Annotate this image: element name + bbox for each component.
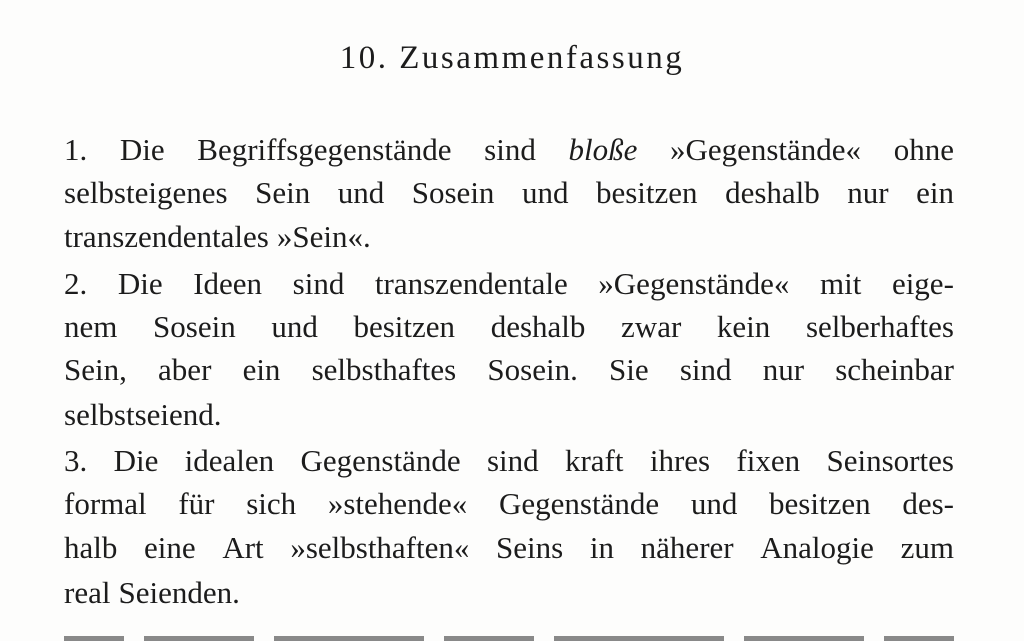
word: und [690,486,738,521]
word: für [178,486,215,521]
word: Gegenstände [499,486,660,521]
word: »selbsthaften« [290,530,470,565]
word: idealen [184,443,275,478]
word: deshalb [725,175,820,210]
word: »Sein«. [276,219,371,254]
word: sich [246,486,297,521]
text-line [64,441,954,481]
word: transzendentales [64,219,269,254]
word: Seienden. [118,575,240,610]
word: nur [762,352,805,387]
text-line [64,573,954,613]
text-line [64,528,954,568]
word: 3. [64,443,88,478]
word: »Gegenstände« [598,266,790,301]
text-line [64,307,954,347]
word: real [64,575,111,610]
word: besitzen [595,175,698,210]
word: Begriffsgegenstände [197,132,452,167]
word: mit [820,266,862,301]
cut-off-next-line [64,628,954,641]
text-line [64,350,954,390]
word: Sosein [411,175,495,210]
word: selbstseiend. [64,397,222,432]
text-line [64,130,954,170]
word: »Gegenstände« [669,132,862,167]
word: zwar [621,309,682,344]
word: Gegenstände [300,443,461,478]
word: Seinsortes [826,443,954,478]
word: Die [119,132,165,167]
word: eine [144,530,196,565]
word: Sosein [153,309,236,344]
text-line [64,395,954,435]
word: Die [117,266,163,301]
word: Analogie [760,530,874,565]
text-line [64,484,954,524]
word: selbsthaftes [311,352,457,387]
word: sind [486,443,539,478]
word: Art [222,530,264,565]
word: besitzen [769,486,871,521]
word: 1. [64,132,88,167]
word: ein [242,352,281,387]
word: sind [679,352,732,387]
word: Sein, [64,352,127,387]
word: formal [64,486,147,521]
section-heading: 10. Zusammenfassung [339,40,685,76]
word: fixen [736,443,801,478]
word: Ideen [193,266,263,301]
word: eige- [891,266,954,301]
text-line [64,264,954,304]
word: Die [113,443,159,478]
word: ein [916,175,954,210]
word: selberhaftes [805,309,954,344]
word: besitzen [353,309,456,344]
word: nem [64,309,118,344]
word: 2. [64,266,88,301]
word: Sie [609,352,649,387]
word: selbsteigenes [64,175,228,210]
word: »stehende« [327,486,468,521]
word: zum [900,530,954,565]
word: kein [716,309,771,344]
word: nur [847,175,889,210]
word: und [521,175,569,210]
word: in [589,530,615,565]
word: scheinbar [835,352,954,387]
text-line [64,217,954,257]
word: Seins [496,530,564,565]
word: transzendentale [374,266,568,301]
word: und [271,309,318,344]
word: sind [292,266,345,301]
word: des- [902,486,954,521]
word: Sosein. [487,352,578,387]
word: bloße [568,132,638,167]
word: Sein [255,175,311,210]
word: kraft [564,443,624,478]
word: deshalb [490,309,586,344]
word: aber [158,352,212,387]
word: näherer [640,530,734,565]
word: halb [64,530,118,565]
word: sind [484,132,536,167]
word: ihres [649,443,711,478]
word: ohne [893,132,954,167]
text-line [64,173,954,213]
word: und [337,175,385,210]
